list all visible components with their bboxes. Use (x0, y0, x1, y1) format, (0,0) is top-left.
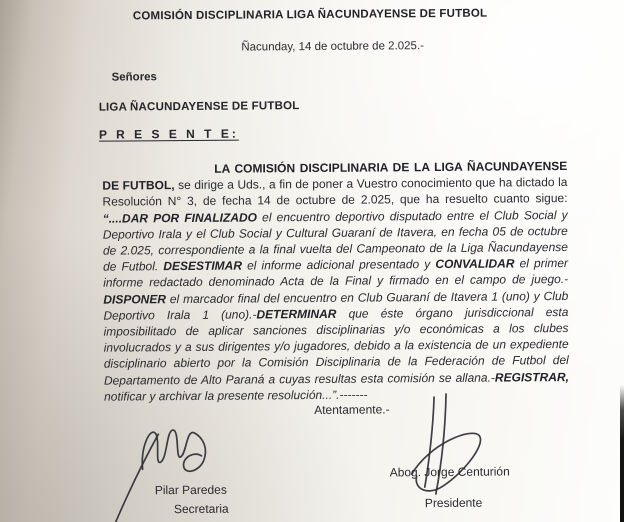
body-run: CONVALIDAR (435, 256, 515, 272)
signature-right-scribble-icon (401, 388, 512, 504)
body-run: el encuentro deportivo disputado entre el Club Social y Deportivo Irala y el Club Social y Cultural Guaraní de Itavera, en fecha 05 de octubre de 2.025, correspondiente a la final vuelta del Campeonato de la Liga Ñacundayense de Futbol. (102, 207, 568, 274)
body-run: LA COMISIÓN DISCIPLINARIA DE LA LIGA ÑACUNDAYENSE DE FUTBOL, (102, 158, 568, 193)
body-run: REGISTRAR, (494, 369, 569, 385)
document-title: COMISIÓN DISCIPLINARIA LIGA ÑACUNDAYENSE DE FUTBOL (132, 7, 488, 23)
body-run: DESESTIMAR (163, 258, 243, 274)
photo-edge-shadow (620, 385, 624, 522)
body-run: “....DAR POR FINALIZADO (102, 210, 258, 226)
signatory-name-presidente: Abog. Jorge Centurión (389, 464, 510, 480)
body-run: el primer informe redactado denominado Acta de la Final y firmado en el campo de juego.- (103, 256, 569, 291)
dateline: Ñacunday, 14 de octubre de 2.025.- (241, 40, 425, 54)
signatory-title-presidente: Presidente (424, 495, 483, 511)
body-run: DETERMINAR (256, 306, 337, 322)
body-run: que éste órgano jurisdiccional esta imposibilitado de aplicar sanciones disciplinarias y/o económicas a los clubes involucrados y a sus dirigentes y/o jugadores, debido a la existencia de un expediente disciplinario abierto por la Comisión Disciplinaria de la Federación de Futbol del Departamento de Alto Paraná a cuyas resultas esta comisión se allana.- (103, 304, 569, 388)
body-run: se dirige a Uds., a fin de poner a Vuestro conocimiento que ha dictado la Resolución N° 3, de fecha 14 de octubre de 2.025, que ha resuelto cuanto sigue: (102, 175, 568, 210)
recipient-name: LIGA ÑACUNDAYENSE DE FUTBOL (98, 100, 300, 114)
body-run: notificar y archivar la presente resolución...”.------- (104, 387, 368, 404)
recipient-salutation: Señores (111, 71, 157, 84)
closing-atentamente: Atentamente.- (314, 402, 390, 417)
body-run: DISPONER (103, 291, 167, 307)
presente-heading: P R E S E N T E: (98, 126, 239, 142)
signatory-name-secretaria: Pilar Paredes (154, 482, 227, 498)
body-run: el marcador final del encuentro en Club Guaraní de Itavera 1 (uno) y Club Deportivo Irala 1 (uno).- (103, 288, 569, 323)
body-paragraph (102, 158, 569, 405)
body-run: el informe adicional presentado y (241, 257, 436, 273)
signatory-title-secretaria: Secretaria (173, 501, 229, 517)
